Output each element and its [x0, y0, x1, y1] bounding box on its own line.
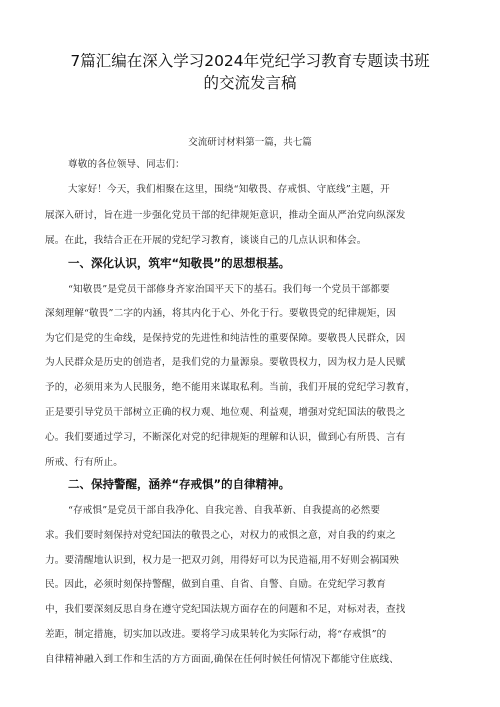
section-heading-1: 一、深化认识，筑牢“知敬畏”的思想根基。	[68, 256, 291, 270]
section2-line: 民。因此，必须时刻保持警醒，做到自重、自省、自警、自励。在党纪学习教育	[45, 579, 387, 590]
section1-line: 所戒、行有所止。	[45, 457, 123, 468]
section1-line: 正是要引导党员干部树立正确的权力观、地位观、利益观，增强对党纪国法的敬畏之	[45, 407, 406, 418]
section1-line: 予的，必须用来为人民服务，绝不能用来谋取私利。当前，我们开展的党纪学习教育，	[45, 382, 416, 393]
section1-line: 为它们是党的生命线，是保持党的先进性和纯洁性的重要保障。要敬畏人民群众，因	[45, 333, 406, 344]
section1-line: “知敬畏”是党员干部修身齐家治国平天下的基石。我们每一个党员干部都要	[68, 284, 390, 295]
section1-line: 心。我们要通过学习，不断深化对党的纪律规矩的理解和认识，做到心有所畏、言有	[45, 432, 406, 443]
section2-line: 自律精神融入到工作和生活的方方面面,确保在任何时候任何情况下都能守住底线、	[45, 654, 399, 665]
section1-line: 深刻理解“敬畏”二字的内涵，将其内化于心、外化于行。要敬畏党的纪律规矩，因	[45, 308, 397, 319]
section-heading-2: 二、保持警醒，涵养“存戒惧”的自律精神。	[68, 477, 291, 491]
document-subtitle: 交流研讨材料第一篇，共七篇	[188, 137, 312, 148]
section2-line: 求。我们要时刻保持对党纪国法的敬畏之心，对权力的戒惧之意，对自我的约束之	[45, 530, 396, 541]
intro-line: 大家好！今天，我们相聚在这里，围绕“知敬畏、存戒惧、守底线”主题，开	[68, 184, 390, 195]
section2-line: 中，我们要深刻反思自身在遵守党纪国法规方面存在的问题和不足，对标对表，查找	[45, 604, 406, 615]
title-line-1: 7篇汇编在深入学习2024年党纪学习教育专题读书班	[70, 52, 430, 70]
section2-line: 差距，制定措施，切实加以改进。要将学习成果转化为实际行动，将“存戒惧”的	[45, 629, 387, 640]
section2-line: 力。要清醒地认识到，权力是一把双刃剑，用得好可以为民造福,用不好则会祸国殃	[45, 555, 399, 566]
section2-line: “存戒惧”是党员干部自我净化、自我完善、自我革新、自我提高的必然要	[68, 505, 381, 516]
section1-line: 为人民群众是历史的创造者，是我们党的力量源泉。要敬畏权力，因为权力是人民赋	[45, 357, 406, 368]
intro-line: 展。在此，我结合正在开展的党纪学习教育，谈谈自己的几点认识和体会。	[45, 235, 367, 246]
intro-line: 展深入研讨，旨在进一步强化党员干部的纪律规矩意识，推动全面从严治党向纵深发	[45, 210, 406, 221]
document-title	[40, 50, 460, 94]
salutation: 尊敬的各位领导、同志们：	[68, 159, 185, 170]
title-line-2: 的交流发言稿	[203, 74, 297, 92]
